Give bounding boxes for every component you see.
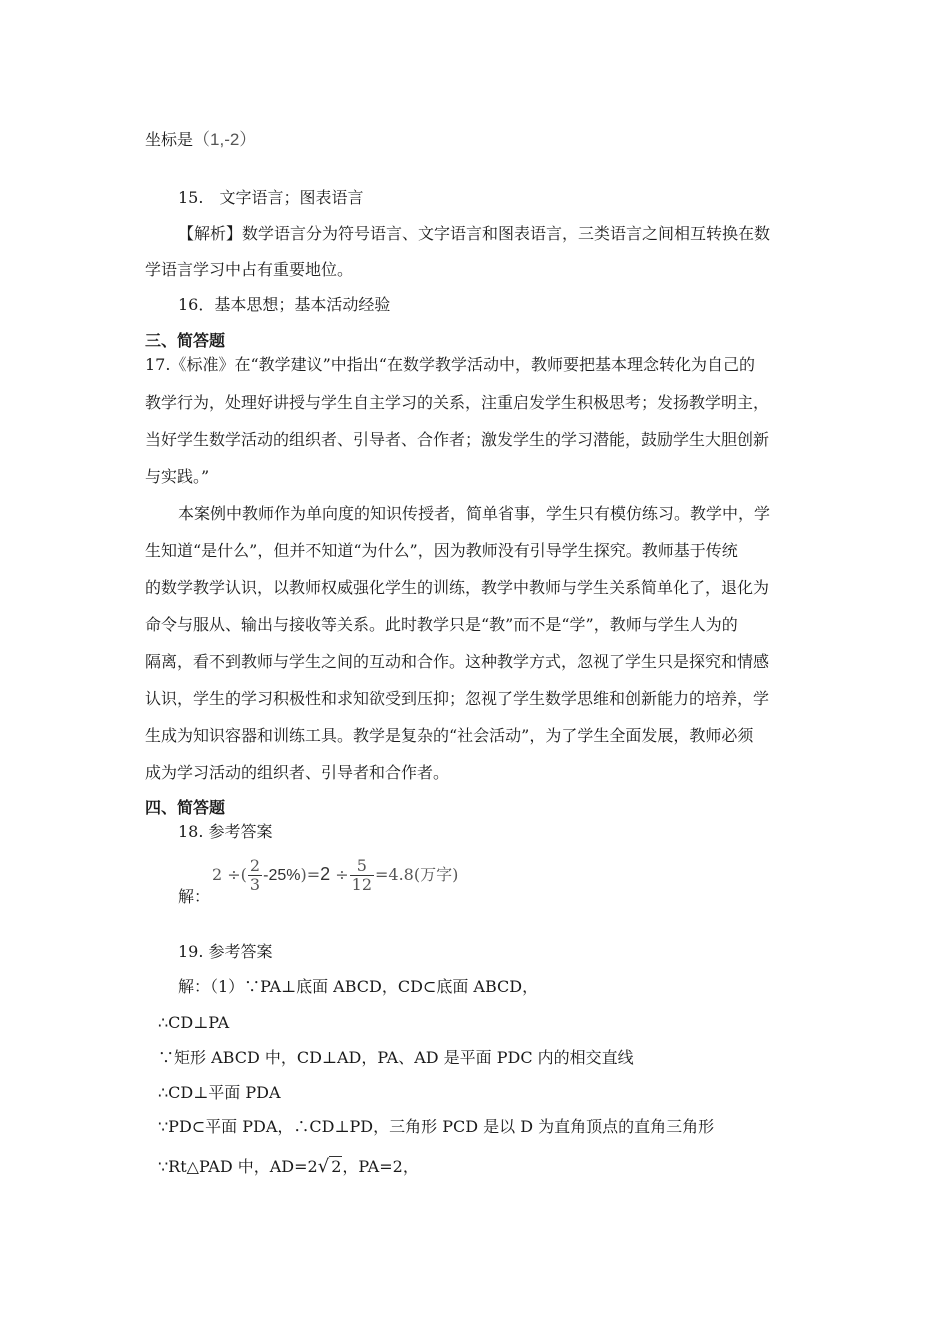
formula-unit: (万字) — [413, 865, 459, 884]
fraction-denominator: 12 — [351, 875, 372, 894]
q18-title: 18. 参考答案 — [178, 822, 273, 841]
q19-line-3: ∵矩形 ABCD 中，CD⊥AD，PA、AD 是平面 PDC 内的相交直线 — [158, 1048, 634, 1067]
fraction-two-thirds — [248, 857, 262, 894]
q17-para-line-4: 命令与服从、输出与接收等关系。此时教学只是“教”而不是“学”，教师与学生人为的 — [145, 615, 738, 634]
q15-answer: 15. 文字语言；图表语言 — [178, 188, 364, 207]
q19-line-6-part-b: ，PA=2， — [342, 1157, 419, 1176]
q17-para-line-5: 隔离，看不到教师与学生之间的互动和合作。这种教学方式，忽视了学生只是探究和情感 — [145, 652, 770, 671]
square-root-radicand: 2 — [331, 1157, 342, 1176]
q15-analysis-line-2: 学语言学习中占有重要地位。 — [145, 260, 354, 279]
q17-line-4: 与实践。” — [145, 467, 210, 486]
q19-line-6-part-a: ∵Rt△PAD 中，AD=2 — [158, 1157, 318, 1176]
section-4-heading: 四、简答题 — [145, 798, 226, 817]
q18-solution-label: 解： — [178, 887, 211, 906]
q17-para-line-2: 生知道“是什么”，但并不知道“为什么”，因为教师没有引导学生探究。教师基于传统 — [145, 541, 738, 560]
q19-line-5: ∵PD⊂平面 PDA，∴CD⊥PD，三角形 PCD 是以 D 为直角顶点的直角三角形 — [158, 1117, 715, 1136]
formula-part-d: 2 — [320, 864, 331, 884]
section-3-heading: 三、简答题 — [145, 331, 226, 350]
q19-line-2: ∴CD⊥PA — [158, 1013, 230, 1032]
formula-part-a: 2 ÷( — [212, 865, 247, 884]
fraction-five-twelfths — [350, 857, 374, 894]
q17-para-line-1: 本案例中教师作为单向度的知识传授者，简单省事，学生只有模仿练习。教学中，学 — [178, 504, 771, 523]
fraction-numerator: 5 — [350, 857, 374, 876]
q15-analysis-line-1: 【解析】数学语言分为符号语言、文字语言和图表语言，三类语言之间相互转换在数 — [178, 224, 771, 243]
q19-title: 19. 参考答案 — [178, 942, 273, 961]
q17-para-line-7: 生成为知识容器和训练工具。教学是复杂的“社会活动”，为了学生全面发展，教师必须 — [145, 726, 754, 745]
q17-line-3: 当好学生数学活动的组织者、引导者、合作者；激发学生的学习潜能，鼓励学生大胆创新 — [145, 430, 770, 449]
q17-para-line-8: 成为学习活动的组织者、引导者和合作者。 — [145, 763, 450, 782]
q19-line-6 — [158, 1157, 419, 1177]
coordinate-line — [145, 130, 256, 150]
formula-part-e: ÷ — [330, 865, 349, 884]
q17-line-1: 17.《标准》在“教学建议”中指出“在数学教学活动中，教师要把基本理念转化为自己的 — [145, 355, 755, 374]
formula-part-c: )= — [300, 865, 321, 884]
q19-line-1: 解：（1）∵PA⊥底面 ABCD，CD⊂底面 ABCD， — [178, 977, 539, 996]
coordinate-value: （1,-2） — [193, 130, 257, 149]
q18-formula — [212, 856, 458, 894]
q17-para-line-3: 的数学教学认识，以教师权威强化学生的训练，教学中教师与学生关系简单化了，退化为 — [145, 578, 770, 597]
q17-para-line-6: 认识，学生的学习积极性和求知欲受到压抑；忽视了学生数学思维和创新能力的培养，学 — [145, 689, 770, 708]
fraction-numerator: 2 — [249, 856, 261, 875]
formula-part-g: =4.8 — [375, 865, 414, 884]
formula-part-b: -25% — [263, 867, 301, 884]
q17-line-2: 教学行为，处理好讲授与学生自主学习的关系，注重启发学生积极思考；发扬教学明主， — [145, 393, 770, 412]
square-root-symbol: √ 2 — [317, 1156, 342, 1177]
q16-answer: 16．基本思想；基本活动经验 — [178, 295, 391, 314]
fraction-denominator: 3 — [249, 875, 261, 894]
q19-line-4: ∴CD⊥平面 PDA — [158, 1083, 281, 1102]
coordinate-prefix: 坐标是 — [145, 130, 194, 149]
